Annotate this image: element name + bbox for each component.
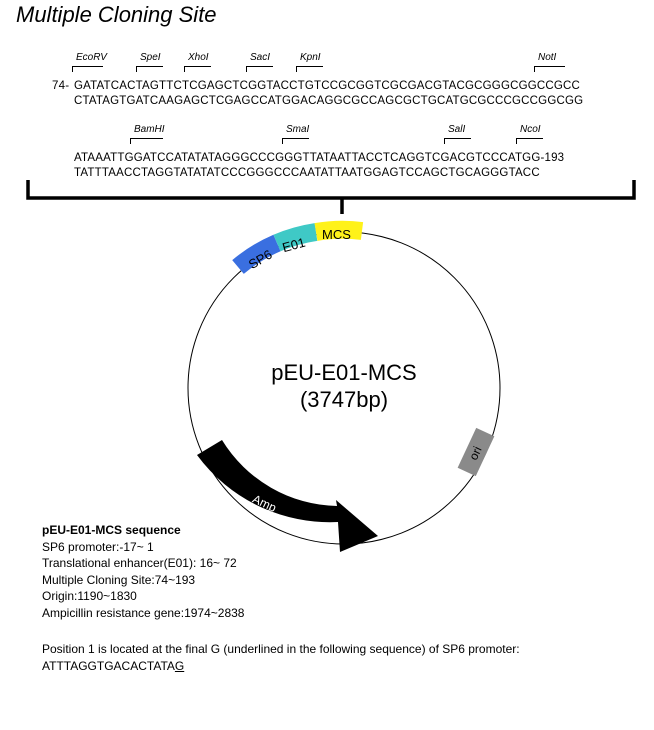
- site-sali: SalI: [448, 124, 466, 135]
- sequence-info: [42, 522, 244, 621]
- site-ncoi: NcoI: [520, 124, 541, 135]
- info-line: Translational enhancer(E01): 16~ 72: [42, 556, 237, 570]
- site-ncoi-bracket: [516, 138, 543, 144]
- footnote-seq-main: ATTTAGGTGACACTATA: [42, 658, 175, 673]
- site-spei: SpeI: [140, 52, 161, 63]
- mcs-bracket: [28, 180, 634, 198]
- page-title: Multiple Cloning Site: [16, 2, 217, 27]
- site-ecorv-bracket: [72, 66, 103, 72]
- site-smai-bracket: [282, 138, 309, 144]
- info-line: Multiple Cloning Site:74~193: [42, 572, 196, 587]
- plasmid-size: (3747bp): [299, 387, 389, 412]
- ori-label: ori: [466, 444, 485, 463]
- site-smai: SmaI: [286, 124, 310, 135]
- ori-marker: [458, 428, 495, 476]
- seq-row1-top: GATATCACTAGTTCTCGAGCTCGGTACCTGTCCGCGGTCGCGACGTACGCGGGCGGCCGCC: [74, 80, 581, 92]
- site-noti-bracket: [534, 66, 565, 72]
- seq-row2-bottom: TATTTAACCTAGGTATATATCCCGGGCCCAATATTAATGGAGTCCAGCTGCAGGGTACC: [74, 167, 540, 179]
- mcs-label: MCS: [322, 227, 351, 242]
- info-line: Ampicillin resistance gene:1974~2838: [42, 605, 245, 620]
- seq-row1-bottom: CTATAGTGATCAAGAGCTCGAGCCATGGACAGGCGCCAGCGCTGCATGCGCCCGCCGGCGG: [74, 95, 584, 107]
- footnote: [42, 641, 520, 674]
- footnote-text: Position 1 is located at the final G (underlined in the following sequence) of SP6 promoter:: [42, 642, 520, 656]
- info-line: Origin:1190~1830: [42, 589, 137, 603]
- site-bamhi-bracket: [130, 138, 163, 144]
- site-kpni-bracket: [296, 66, 323, 72]
- sp6-label: SP6: [245, 246, 275, 272]
- site-saci-bracket: [246, 66, 273, 72]
- site-noti: NotI: [538, 52, 557, 63]
- site-kpni: KpnI: [300, 52, 321, 63]
- site-xhoi-bracket: [184, 66, 211, 72]
- site-bamhi: BamHI: [134, 124, 165, 135]
- site-spei-bracket: [136, 66, 163, 72]
- site-ecorv: EcoRV: [76, 52, 107, 63]
- footnote-sequence: [42, 658, 520, 675]
- footnote-seq-underlined: G: [174, 658, 185, 673]
- amp-label: Amp: [250, 491, 279, 515]
- seq-row2-top: ATAAATTGGATCCATATATAGGGCCCGGGTTATAATTACCTCAGGTCGACGTCCCATGG-193: [74, 152, 565, 164]
- seq-row1-prefix: 74-: [52, 80, 70, 92]
- e01-label: E01: [280, 234, 307, 256]
- site-saci: SacI: [250, 52, 271, 63]
- info-heading: pEU-E01-MCS sequence: [42, 523, 181, 537]
- site-sali-bracket: [444, 138, 471, 144]
- plasmid-name: pEU-E01-MCS: [271, 360, 417, 385]
- info-line: SP6 promoter:-17~ 1: [42, 539, 154, 554]
- site-xhoi: XhoI: [188, 52, 209, 63]
